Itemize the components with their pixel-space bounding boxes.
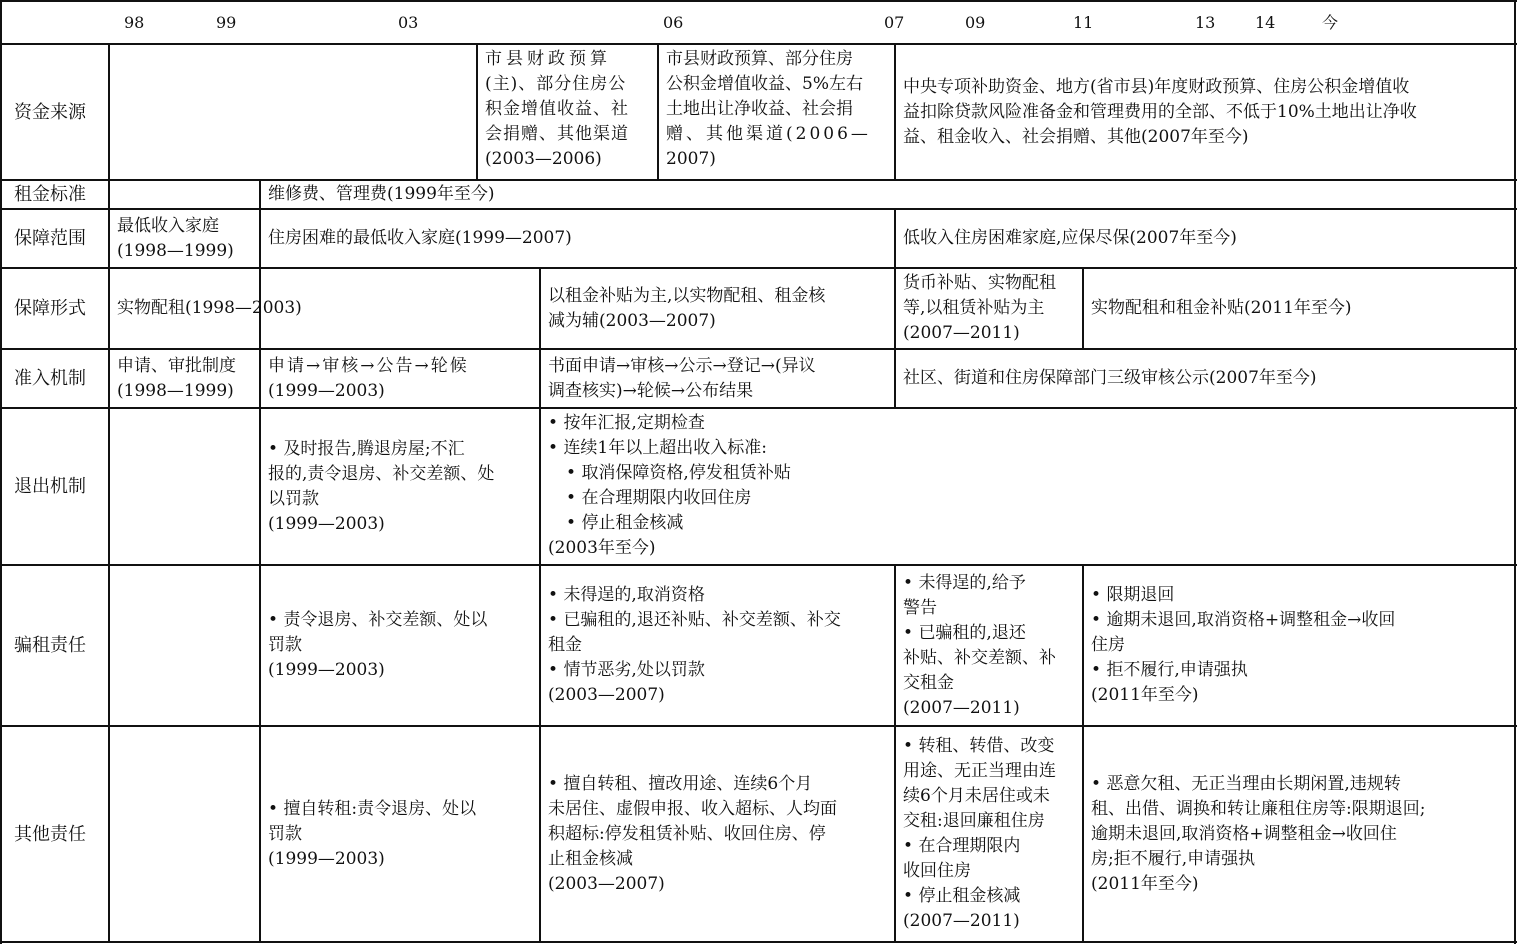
funding-2006-2007: 市县财政预算、部分住房 公积金增值收益、5%左右 土地出让净收益、社会捐 赠、其他渠道(2006— 2007) [666,49,871,169]
fraud-2011-now: • 限期退回 • 逾期未退回,取消资格+调整租金→收回 住房 • 拒不履行,申请强执 (2011年至今) [1084,566,1514,725]
entry-2007-now: 社区、街道和住房保障部门三级审核公示(2007年至今) [903,368,1317,388]
rent-standard: 维修费、管理费(1999年至今) [268,184,495,204]
other-2011-now: • 恶意欠租、无正当理由长期闲置,违规转 租、出借、调换和转让廉租住房等:限期退回; 逾期未退回,取消资格+调整租金→收回住 房;拒不履行,申请强执 (2011年至今) [1084,727,1514,941]
scope-1998-1999: 最低收入家庭 (1998—1999) [117,215,234,261]
year-now: 今 [1322,13,1339,32]
row-label-entry: 准入机制 [14,368,86,389]
entry-1999-2003: 申请→审核→公告→轮候 (1999—2003) [268,355,469,401]
year-13: 13 [1195,13,1216,32]
funding-2007-now: 中央专项补助资金、地方(省市县)年度财政预算、住房公积金增值收 益扣除贷款风险准备金和管理费用的全部、不低于10%土地出让净收 益、租金收入、社会捐赠、其他(2007年至今) [903,76,1417,147]
row-label-rent: 租金标准 [14,184,86,205]
entry-2003-2007: 书面申请→审核→公示→登记→(异议 调查核实)→轮候→公布结果 [548,355,816,401]
year-03: 03 [398,13,419,32]
row-label-other: 其他责任 [14,823,86,845]
scope-2007-now: 低收入住房困难家庭,应保尽保(2007年至今) [903,228,1237,248]
funding-2003-2006: 市县财政预算 (主)、部分住房公 积金增值收益、社 会捐赠、其他渠道 (2003—2006) [485,49,629,169]
row-label-funding: 资金来源 [14,101,86,123]
year-06: 06 [663,13,684,32]
year-07: 07 [884,13,905,32]
other-1999-2003: • 擅自转租:责令退房、处以 罚款 (1999—2003) [261,727,539,941]
exit-2003-now: • 按年汇报,定期检查 • 连续1年以上超出收入标准: • 取消保障资格,停发租赁补贴 • 在合理期限内收回住房 • 停止租金核减 (2003年至今) [541,409,1514,564]
fraud-1999-2003: • 责令退房、补交差额、处以 罚款 (1999—2003) [261,566,539,725]
other-2003-2007: • 擅自转租、擅改用途、连续6个月 未居住、虚假申报、收入超标、人均面 积超标:停发租赁补贴、收回住房、停 止租金核减 (2003—2007) [541,727,894,941]
row-label-scope: 保障范围 [14,228,86,249]
row-label-exit: 退出机制 [14,476,86,497]
year-14: 14 [1255,13,1276,32]
year-09: 09 [965,13,986,32]
form-2011-now: 实物配租和租金补贴(2011年至今) [1091,298,1352,318]
year-98: 98 [124,13,145,32]
fraud-2007-2011: • 未得逞的,给予 警告 • 已骗租的,退还 补贴、补交差额、补 交租金 (2007—2011) [896,566,1082,725]
form-1998-2003: 实物配租(1998—2003) [117,298,302,318]
other-2007-2011: • 转租、转借、改变 用途、无正当理由连 续6个月未居住或未 交租:退回廉租住房 • 在合理期限内 收回住房 • 停止租金核减 (2007—2011) [896,727,1082,941]
year-99: 99 [216,13,237,32]
form-2003-2007: 以租金补贴为主,以实物配租、租金核 减为辅(2003—2007) [548,285,826,331]
row-label-fraud: 骗租责任 [14,635,86,656]
scope-1999-2007: 住房困难的最低收入家庭(1999—2007) [268,228,572,248]
entry-1998-1999: 申请、审批制度 (1998—1999) [117,355,236,401]
fraud-2003-2007: • 未得逞的,取消资格 • 已骗租的,退还补贴、补交差额、补交 租金 • 情节恶劣,处以罚款 (2003—2007) [541,566,894,725]
row-label-form: 保障形式 [14,298,86,319]
exit-1999-2003: • 及时报告,腾退房屋;不汇 报的,责令退房、补交差额、处 以罚款 (1999—2003) [261,409,539,564]
year-11: 11 [1073,13,1094,32]
form-2007-2011: 货币补贴、实物配租 等,以租赁补贴为主 (2007—2011) [903,273,1056,343]
